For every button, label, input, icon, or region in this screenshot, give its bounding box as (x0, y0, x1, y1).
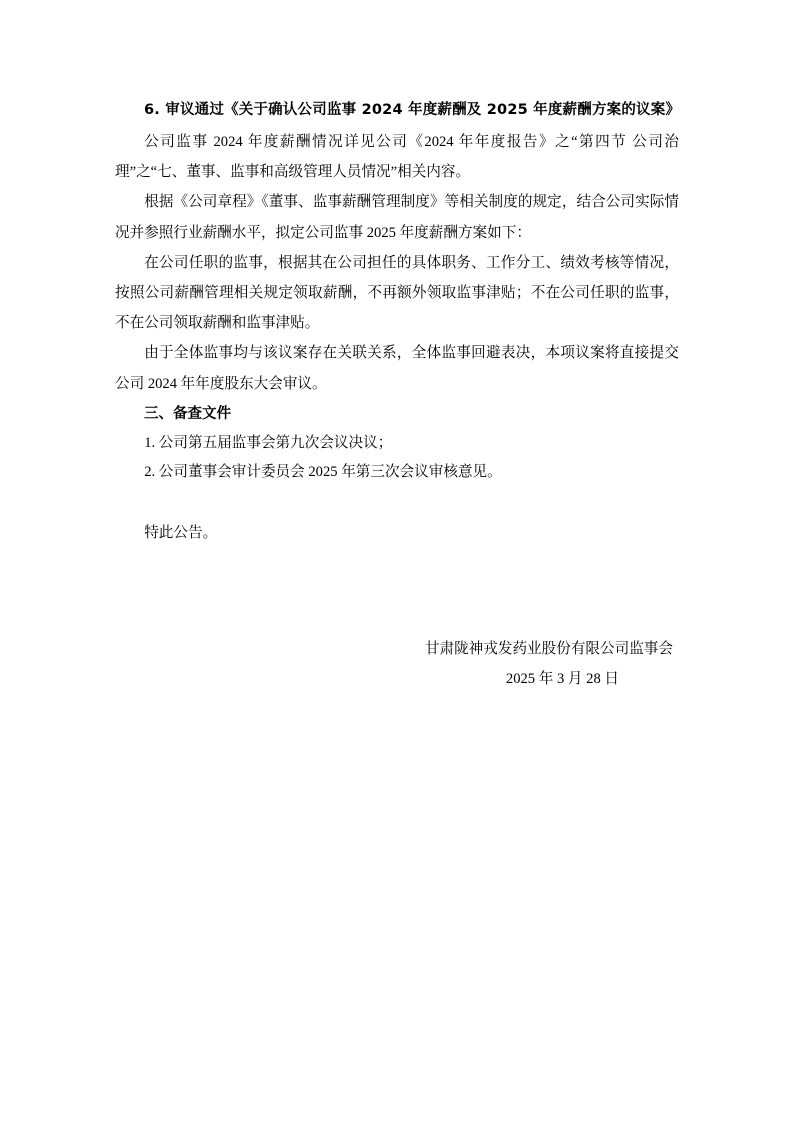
list-item: 2. 公司董事会审计委员会 2025 年第三次会议审核意见。 (144, 464, 502, 481)
section-heading: 6. 审议通过《关于确认公司监事 2024 年度薪酬及 2025 年度薪酬方案的议案》 (144, 102, 681, 118)
reference-documents-title: 三、备查文件 (144, 405, 231, 422)
document-body (115, 96, 679, 694)
closing-notice: 特此公告。 (144, 524, 218, 541)
paragraph-3: 在公司任职的监事，根据其在公司担任的具体职务、工作分工、绩效考核等情况，按照公司薪酬管理相关规定领取薪酬，不再额外领取监事津贴；不在公司任职的监事，不在公司领取薪酬和监事津贴。 (115, 254, 679, 332)
signature-company: 甘肃陇神戎发药业股份有限公司监事会 (424, 640, 673, 657)
paragraph-2: 根据《公司章程》《董事、监事薪酬管理制度》等相关制度的规定，结合公司实际情况并参照行业薪酬水平，拟定公司监事 2025 年度薪酬方案如下： (115, 194, 679, 241)
paragraph-1: 公司监事 2024 年度薪酬情况详见公司《2024 年年度报告》之“第四节 公司治理”之“七、董事、监事和高级管理人员情况”相关内容。 (115, 134, 679, 181)
signature-block (115, 634, 679, 694)
signature-date: 2025 年 3 月 28 日 (505, 671, 619, 688)
spacer (115, 488, 679, 518)
paragraph-4: 由于全体监事均与该议案存在关联关系，全体监事回避表决，本项议案将直接提交公司 2024 年年度股东大会审议。 (115, 345, 679, 392)
list-item: 1. 公司第五届监事会第九次会议决议； (144, 434, 393, 451)
